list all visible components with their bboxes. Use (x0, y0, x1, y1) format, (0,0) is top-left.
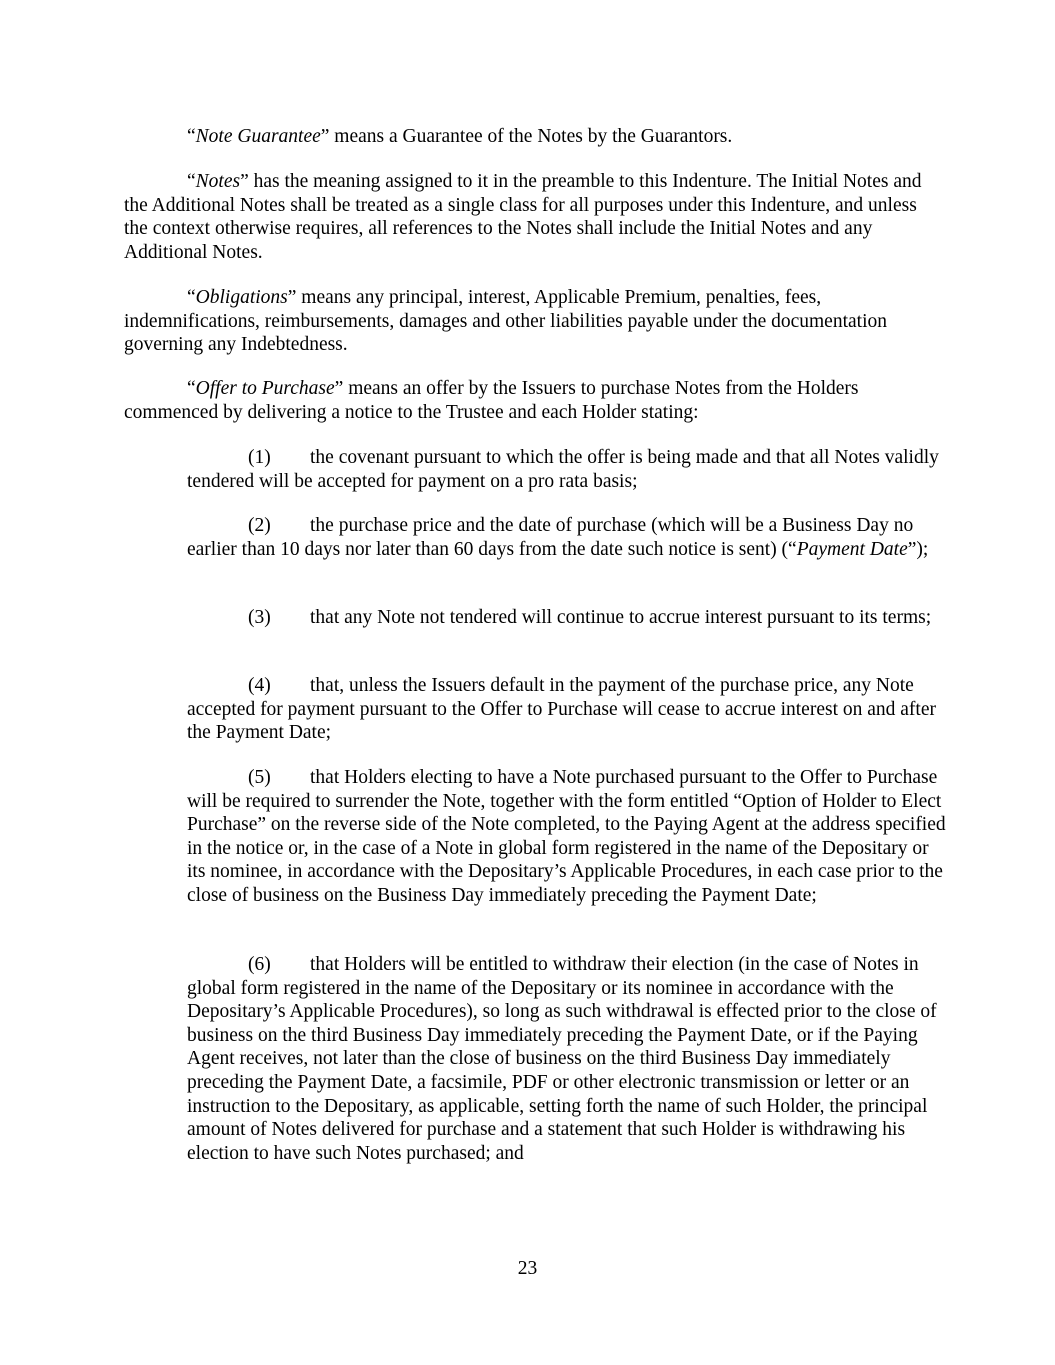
item-text: that any Note not tendered will continue to accrue interest pursuant to its terms; (310, 607, 932, 628)
item-number: (3) (248, 607, 271, 628)
definition-text: ” means an offer by the Issuers to purchase Notes from the Holders commenced by delivering a notice to the Trustee and each Holder stating: (124, 378, 859, 423)
definition-note-guarantee (124, 125, 944, 149)
item-number: (1) (248, 447, 271, 468)
item-number: (6) (248, 954, 271, 975)
definition-obligations (124, 286, 944, 357)
item-text: the purchase price and the date of purchase (which will be a Business Day no earlier than 10 days nor later than 60 days from the date such notice is sent) (“ (187, 515, 914, 560)
defined-term: Note Guarantee (195, 126, 321, 147)
definition-text: ” means a Guarantee of the Notes by the Guarantors. (320, 126, 733, 147)
defined-term: Payment Date (796, 538, 908, 560)
open-quote: “ (187, 126, 196, 147)
open-quote: “ (187, 287, 196, 308)
defined-term: Offer to Purchase (195, 378, 335, 399)
definition-text: ” has the meaning assigned to it in the preamble to this Indenture. The Initial Notes and the Additional Notes shall be treated as a single class for all purposes under this Indenture, and unless the context otherwise requires, all references to the Notes shall include the Initial Notes and any Additional Notes. (124, 171, 922, 263)
defined-term: Obligations (195, 287, 288, 308)
definition-notes (124, 170, 944, 264)
item-text: that Holders will be entitled to withdraw their election (in the case of Notes in global form registered in the name of the Depositary or its nominee in accordance with the Depositary’s Applicable Procedures), so long as such withdrawal is effected prior to the close of business on the third Business Day immediately preceding the Payment Date, or if the Paying Agent receives, not later than the close of business on the third Business Day immediately preceding the Payment Date, a facsimile, PDF or other electronic transmission or letter or an instruction to the Depositary, as applicable, setting forth the name of such Holder, the principal amount of Notes delivered for purchase and a statement that such Holder is withdrawing his election to have such Notes purchased; and (187, 954, 937, 1164)
item-text-after: ”); (907, 538, 929, 560)
item-text: the covenant pursuant to which the offer is being made and that all Notes validly tendered will be accepted for payment on a pro rata basis; (187, 447, 939, 492)
item-number: (4) (248, 675, 271, 696)
definition-text: ” means any principal, interest, Applicable Premium, penalties, fees, indemnifications, reimbursements, damages and other liabilities payable under the documentation governing any Indebtedness. (124, 287, 887, 356)
item-number: (5) (248, 767, 271, 788)
item-text: that, unless the Issuers default in the payment of the purchase price, any Note accepted for payment pursuant to the Offer to Purchase will cease to accrue interest on and after the Payment Date; (187, 675, 936, 744)
page-number: 23 (517, 1258, 538, 1279)
item-text: that Holders electing to have a Note purchased pursuant to the Offer to Purchase will be required to surrender the Note, together with the form entitled “Option of Holder to Elect Purchase” on the reverse side of the Note completed, to the Paying Agent at the address specified in the notice or, in the case of a Note in global form registered in the name of the Depositary or its nominee, in accordance with the Depositary’s Applicable Procedures, in each case prior to the close of business on the Business Day immediately preceding the Payment Date; (187, 767, 946, 906)
defined-term: Notes (195, 171, 241, 192)
list-item (187, 953, 947, 1165)
list-item (187, 446, 947, 493)
item-number: (2) (248, 515, 271, 536)
open-quote: “ (187, 378, 196, 399)
open-quote: “ (187, 171, 196, 192)
list-item (187, 766, 947, 908)
list-item (187, 674, 947, 745)
list-item (187, 514, 947, 561)
definition-offer-to-purchase (124, 377, 944, 424)
list-item (187, 606, 947, 630)
